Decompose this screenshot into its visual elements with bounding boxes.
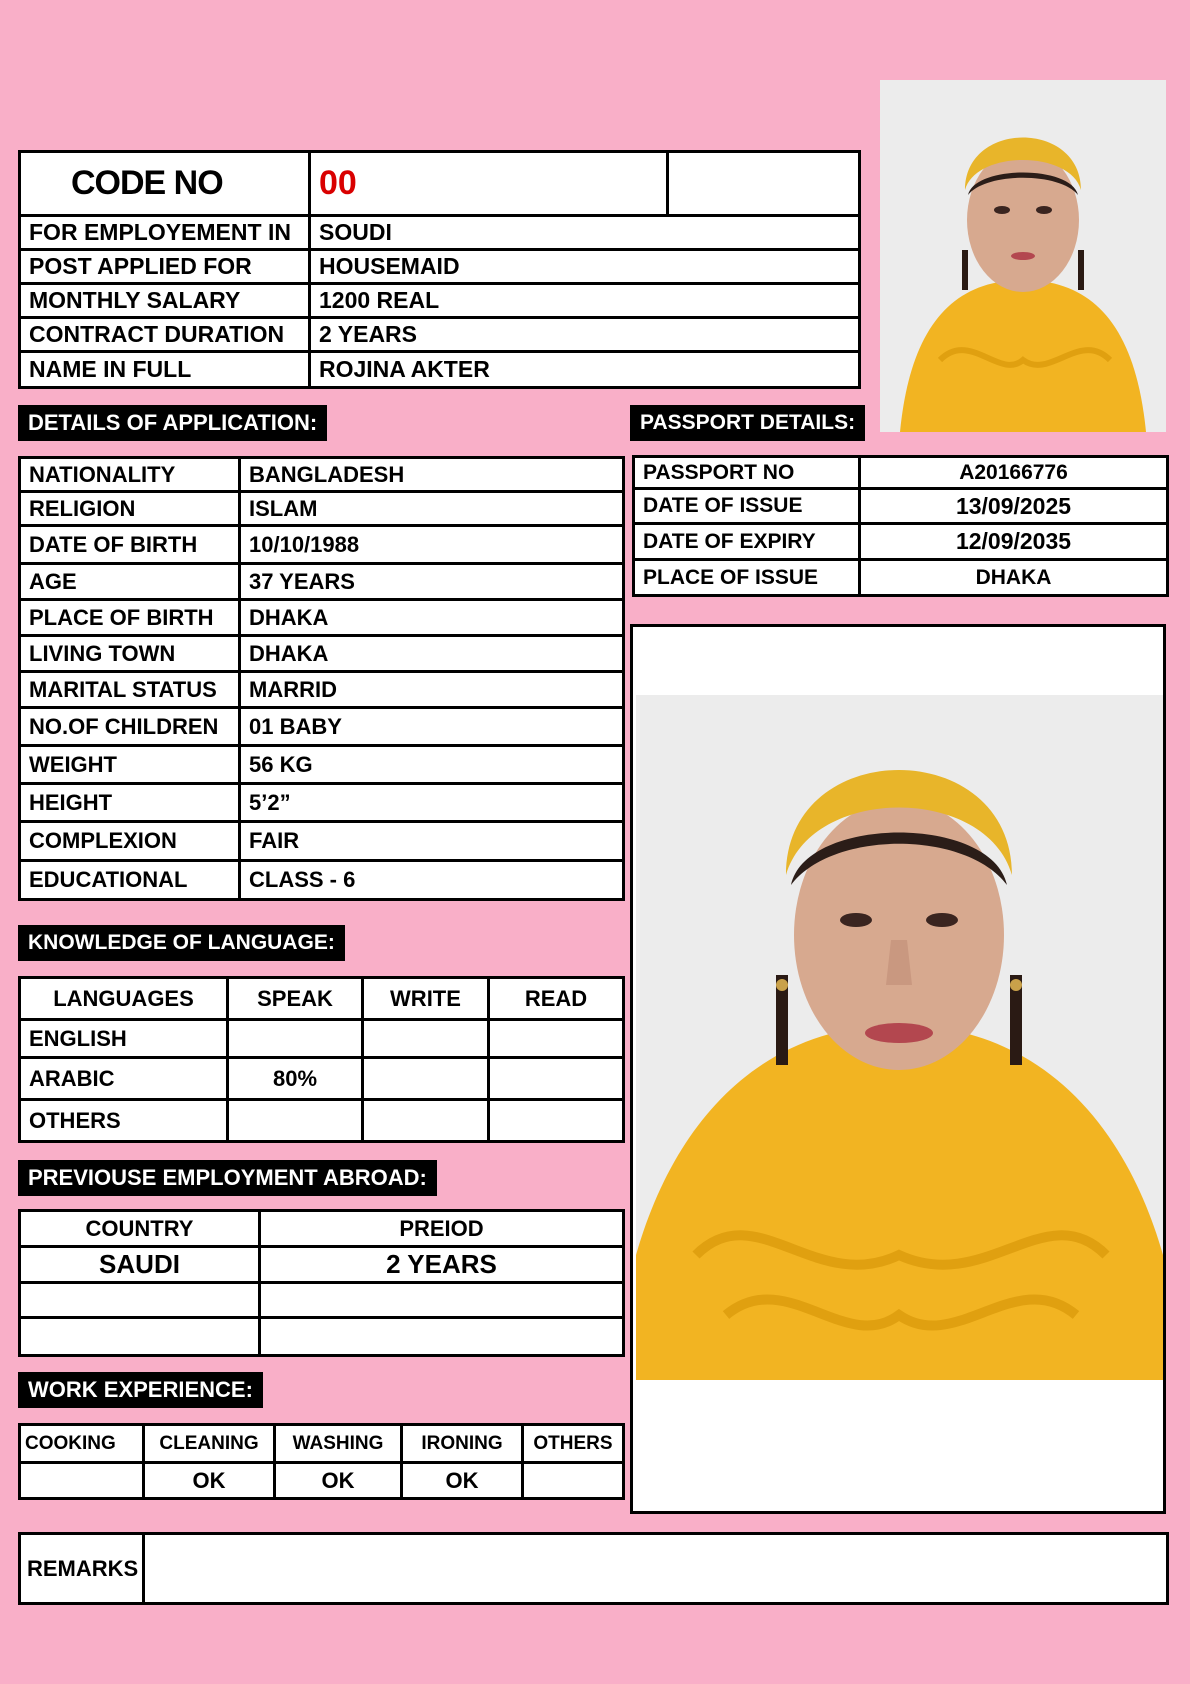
header-value: 1200 REAL (310, 284, 860, 318)
language-name: OTHERS (20, 1100, 228, 1142)
employment-section-title: PREVIOUSE EMPLOYMENT ABROAD: (18, 1160, 437, 1196)
header-label: MONTHLY SALARY (20, 284, 310, 318)
application-value: FAIR (240, 822, 624, 861)
remarks-value (144, 1534, 1168, 1604)
language-speak (228, 1020, 363, 1058)
work-value: OK (402, 1463, 523, 1499)
work-value: OK (275, 1463, 402, 1499)
application-value: DHAKA (240, 636, 624, 672)
application-label: DATE OF BIRTH (20, 526, 240, 564)
application-value: CLASS - 6 (240, 861, 624, 900)
header-table (18, 150, 861, 389)
application-section-title: DETAILS OF APPLICATION: (18, 405, 327, 441)
header-value: 2 YEARS (310, 318, 860, 352)
language-header: WRITE (363, 978, 489, 1020)
passport-value: A20166776 (860, 457, 1168, 489)
application-label: PLACE OF BIRTH (20, 600, 240, 636)
employment-header: PREIOD (260, 1211, 624, 1247)
work-header: WASHING (275, 1425, 402, 1463)
work-header: CLEANING (144, 1425, 275, 1463)
passport-value: DHAKA (860, 560, 1168, 596)
language-read (489, 1100, 624, 1142)
header-label: FOR EMPLOYEMENT IN (20, 216, 310, 250)
application-value: ISLAM (240, 492, 624, 526)
application-value: 10/10/1988 (240, 526, 624, 564)
code-extra (668, 152, 860, 216)
language-header: SPEAK (228, 978, 363, 1020)
employment-country (20, 1283, 260, 1318)
passport-label: PLACE OF ISSUE (634, 560, 860, 596)
language-read (489, 1058, 624, 1100)
application-table (18, 456, 625, 901)
application-value: BANGLADESH (240, 458, 624, 492)
passport-value: 12/09/2035 (860, 524, 1168, 560)
application-label: NO.OF CHILDREN (20, 708, 240, 746)
passport-value: 13/09/2025 (860, 489, 1168, 524)
employment-period (260, 1318, 624, 1356)
application-value: DHAKA (240, 600, 624, 636)
language-speak: 80% (228, 1058, 363, 1100)
language-header: LANGUAGES (20, 978, 228, 1020)
work-header: IRONING (402, 1425, 523, 1463)
application-label: NATIONALITY (20, 458, 240, 492)
work-header: OTHERS (523, 1425, 624, 1463)
code-value: 00 (310, 152, 668, 216)
application-label: HEIGHT (20, 784, 240, 822)
language-name: ARABIC (20, 1058, 228, 1100)
employment-header: COUNTRY (20, 1211, 260, 1247)
application-label: RELIGION (20, 492, 240, 526)
applicant-photo-small (880, 80, 1166, 432)
language-read (489, 1020, 624, 1058)
application-label: AGE (20, 564, 240, 600)
application-value: 01 BABY (240, 708, 624, 746)
passport-label: DATE OF ISSUE (634, 489, 860, 524)
application-value: MARRID (240, 672, 624, 708)
work-header: COOKING (20, 1425, 144, 1463)
application-label: MARITAL STATUS (20, 672, 240, 708)
application-value: 37 YEARS (240, 564, 624, 600)
employment-country (20, 1318, 260, 1356)
language-write (363, 1020, 489, 1058)
header-label: CONTRACT DURATION (20, 318, 310, 352)
language-speak (228, 1100, 363, 1142)
work-value (20, 1463, 144, 1499)
passport-label: PASSPORT NO (634, 457, 860, 489)
header-value: ROJINA AKTER (310, 352, 860, 388)
application-label: COMPLEXION (20, 822, 240, 861)
header-value: HOUSEMAID (310, 250, 860, 284)
application-value: 5’2” (240, 784, 624, 822)
passport-table (632, 455, 1169, 597)
header-value: SOUDI (310, 216, 860, 250)
work-value: OK (144, 1463, 275, 1499)
header-label: NAME IN FULL (20, 352, 310, 388)
applicant-photo-large (636, 695, 1163, 1380)
work-section-title: WORK EXPERIENCE: (18, 1372, 263, 1408)
employment-country: SAUDI (20, 1247, 260, 1283)
work-value (523, 1463, 624, 1499)
header-label: POST APPLIED FOR (20, 250, 310, 284)
passport-label: DATE OF EXPIRY (634, 524, 860, 560)
language-name: ENGLISH (20, 1020, 228, 1058)
employment-period (260, 1283, 624, 1318)
remarks-table (18, 1532, 1169, 1605)
language-write (363, 1100, 489, 1142)
employment-period: 2 YEARS (260, 1247, 624, 1283)
language-write (363, 1058, 489, 1100)
application-label: LIVING TOWN (20, 636, 240, 672)
remarks-label: REMARKS (20, 1534, 144, 1604)
language-header: READ (489, 978, 624, 1020)
language-table (18, 976, 625, 1143)
application-label: EDUCATIONAL (20, 861, 240, 900)
application-label: WEIGHT (20, 746, 240, 784)
work-table (18, 1423, 625, 1500)
employment-table (18, 1209, 625, 1357)
code-label: CODE NO (20, 152, 310, 216)
application-value: 56 KG (240, 746, 624, 784)
language-section-title: KNOWLEDGE OF LANGUAGE: (18, 925, 345, 961)
passport-section-title: PASSPORT DETAILS: (630, 405, 865, 441)
